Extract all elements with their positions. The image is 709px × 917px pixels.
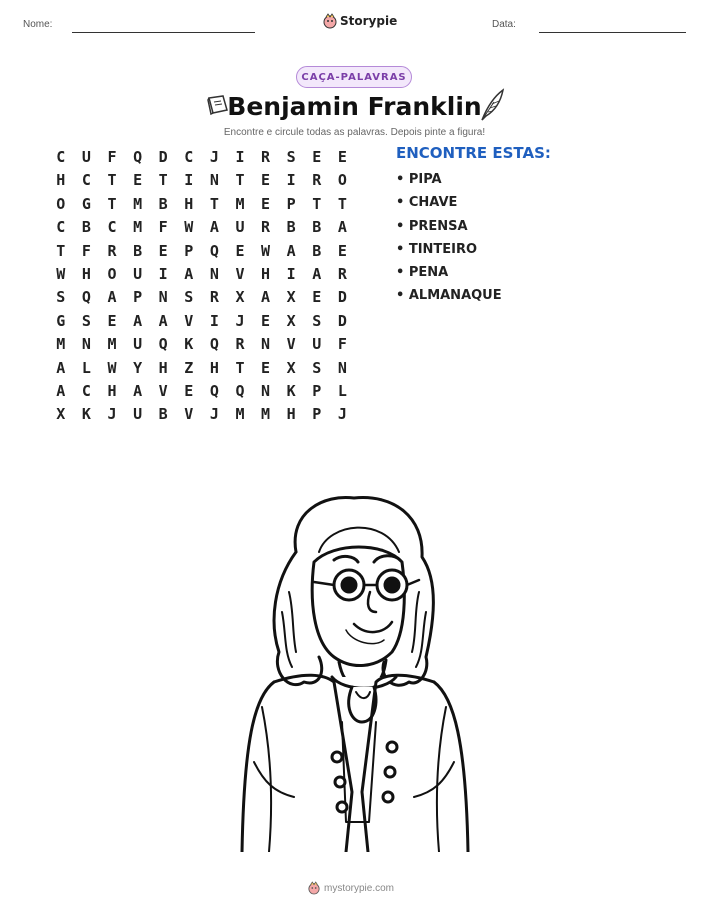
- grid-letter[interactable]: R: [337, 264, 347, 283]
- grid-letter[interactable]: Y: [133, 358, 143, 377]
- grid-letter[interactable]: E: [107, 311, 117, 330]
- grid-letter[interactable]: H: [81, 264, 91, 283]
- grid-letter[interactable]: U: [133, 335, 143, 354]
- grid-row: [48, 333, 355, 356]
- franklin-illustration[interactable]: [234, 492, 474, 852]
- grid-letter[interactable]: T: [337, 194, 347, 213]
- footer: [308, 881, 394, 895]
- grid-letter[interactable]: U: [133, 405, 143, 424]
- grid-letter[interactable]: R: [235, 335, 245, 354]
- grid-letter[interactable]: A: [261, 288, 271, 307]
- grid-letter[interactable]: A: [184, 264, 194, 283]
- grid-letter[interactable]: V: [286, 335, 296, 354]
- grid-letter[interactable]: Q: [209, 381, 219, 400]
- brand-logo: [323, 13, 397, 29]
- grid-row: [48, 286, 355, 309]
- grid-letter[interactable]: A: [56, 358, 66, 377]
- grid-letter[interactable]: S: [56, 288, 66, 307]
- grid-letter[interactable]: C: [81, 381, 91, 400]
- grid-letter[interactable]: O: [56, 194, 66, 213]
- grid-letter[interactable]: X: [235, 288, 245, 307]
- grid-letter[interactable]: R: [312, 171, 322, 190]
- grid-letter[interactable]: A: [133, 381, 143, 400]
- grid-letter[interactable]: X: [286, 311, 296, 330]
- grid-letter[interactable]: Z: [184, 358, 194, 377]
- grid-letter[interactable]: Q: [209, 335, 219, 354]
- grid-letter[interactable]: J: [337, 405, 347, 424]
- grid-letter[interactable]: I: [158, 264, 168, 283]
- grid-letter[interactable]: B: [158, 194, 168, 213]
- grid-letter[interactable]: K: [81, 405, 91, 424]
- grid-letter[interactable]: E: [312, 288, 322, 307]
- grid-letter[interactable]: E: [261, 194, 271, 213]
- grid-letter[interactable]: T: [56, 241, 66, 260]
- grid-letter[interactable]: A: [107, 288, 117, 307]
- grid-letter[interactable]: R: [261, 218, 271, 237]
- grid-letter[interactable]: I: [286, 264, 296, 283]
- grid-letter[interactable]: X: [286, 358, 296, 377]
- grid-letter[interactable]: W: [56, 264, 66, 283]
- grid-row: [48, 216, 355, 239]
- grid-letter[interactable]: E: [261, 358, 271, 377]
- date-label: Data:: [492, 19, 516, 30]
- grid-letter[interactable]: D: [158, 148, 168, 166]
- grid-letter[interactable]: U: [312, 335, 322, 354]
- grid-letter[interactable]: N: [209, 264, 219, 283]
- grid-letter[interactable]: B: [158, 405, 168, 424]
- name-field-line[interactable]: [72, 32, 255, 33]
- grid-letter[interactable]: R: [209, 288, 219, 307]
- grid-row: [48, 403, 355, 426]
- instructions: Encontre e circule todas as palavras. Depois pinte a figura!: [223, 127, 486, 138]
- grid-row: [48, 357, 355, 380]
- grid-letter[interactable]: A: [337, 218, 347, 237]
- grid-letter[interactable]: B: [312, 241, 322, 260]
- grid-letter[interactable]: V: [184, 405, 194, 424]
- grid-letter[interactable]: E: [261, 311, 271, 330]
- grid-letter[interactable]: N: [158, 288, 168, 307]
- word-item: • CHAVE: [396, 194, 502, 217]
- grid-letter[interactable]: B: [81, 218, 91, 237]
- grid-letter[interactable]: S: [81, 311, 91, 330]
- grid-row: [48, 146, 355, 169]
- word-item: • PRENSA: [396, 218, 502, 241]
- grid-letter[interactable]: M: [56, 335, 66, 354]
- grid-letter[interactable]: A: [158, 311, 168, 330]
- grid-letter[interactable]: S: [184, 288, 194, 307]
- grid-letter[interactable]: P: [184, 241, 194, 260]
- grid-letter[interactable]: L: [81, 358, 91, 377]
- word-list-title: ENCONTRE ESTAS:: [396, 144, 551, 162]
- grid-letter[interactable]: B: [286, 218, 296, 237]
- footer-url[interactable]: mystorypie.com: [324, 882, 395, 894]
- grid-letter[interactable]: H: [286, 405, 296, 424]
- storypie-mascot-icon: [323, 13, 337, 29]
- grid-letter[interactable]: Q: [81, 288, 91, 307]
- grid-letter[interactable]: N: [261, 381, 271, 400]
- grid-letter[interactable]: G: [56, 311, 66, 330]
- grid-letter[interactable]: Q: [133, 148, 143, 166]
- date-field-line[interactable]: [539, 32, 686, 33]
- grid-letter[interactable]: H: [184, 194, 194, 213]
- grid-letter[interactable]: A: [209, 218, 219, 237]
- grid-letter[interactable]: A: [312, 264, 322, 283]
- name-label: Nome:: [23, 19, 53, 30]
- grid-letter[interactable]: E: [337, 241, 347, 260]
- grid-letter[interactable]: A: [286, 241, 296, 260]
- grid-letter[interactable]: V: [184, 311, 194, 330]
- grid-row: [48, 310, 355, 333]
- grid-letter[interactable]: H: [107, 381, 117, 400]
- grid-letter[interactable]: F: [158, 218, 168, 237]
- grid-letter[interactable]: C: [184, 148, 194, 166]
- grid-letter[interactable]: C: [56, 148, 66, 166]
- grid-letter[interactable]: E: [312, 148, 322, 166]
- grid-letter[interactable]: H: [56, 171, 66, 190]
- grid-letter[interactable]: T: [235, 171, 245, 190]
- grid-letter[interactable]: H: [261, 264, 271, 283]
- grid-letter[interactable]: C: [107, 218, 117, 237]
- grid-letter[interactable]: I: [235, 148, 245, 166]
- page-title: Benjamin Franklin: [227, 92, 482, 121]
- grid-letter[interactable]: I: [209, 311, 219, 330]
- grid-letter[interactable]: F: [81, 241, 91, 260]
- grid-letter[interactable]: X: [286, 288, 296, 307]
- grid-letter[interactable]: E: [337, 148, 347, 166]
- grid-letter[interactable]: T: [107, 194, 117, 213]
- grid-letter[interactable]: K: [184, 335, 194, 354]
- quill-icon: [478, 88, 506, 122]
- grid-letter[interactable]: J: [209, 405, 219, 424]
- grid-letter[interactable]: M: [107, 335, 117, 354]
- grid-letter[interactable]: N: [81, 335, 91, 354]
- word-item: • PIPA: [396, 171, 502, 194]
- grid-letter[interactable]: D: [337, 288, 347, 307]
- word-list: [396, 171, 502, 311]
- grid-letter[interactable]: X: [56, 405, 66, 424]
- grid-letter[interactable]: M: [133, 218, 143, 237]
- grid-row: [48, 169, 355, 192]
- grid-letter[interactable]: P: [312, 405, 322, 424]
- grid-letter[interactable]: N: [261, 335, 271, 354]
- grid-letter[interactable]: J: [235, 311, 245, 330]
- activity-badge: CAÇA-PALAVRAS: [296, 66, 412, 88]
- grid-letter[interactable]: E: [184, 381, 194, 400]
- grid-letter[interactable]: T: [158, 171, 168, 190]
- grid-letter[interactable]: E: [133, 171, 143, 190]
- grid-letter[interactable]: P: [133, 288, 143, 307]
- grid-letter[interactable]: V: [158, 381, 168, 400]
- grid-letter[interactable]: E: [261, 171, 271, 190]
- grid-letter[interactable]: S: [312, 358, 322, 377]
- grid-letter[interactable]: T: [107, 171, 117, 190]
- grid-letter[interactable]: S: [286, 148, 296, 166]
- grid-letter[interactable]: A: [56, 381, 66, 400]
- grid-letter[interactable]: W: [261, 241, 271, 260]
- word-item: • TINTEIRO: [396, 241, 502, 264]
- grid-letter[interactable]: R: [107, 241, 117, 260]
- grid-letter[interactable]: E: [158, 241, 168, 260]
- grid-letter[interactable]: K: [286, 381, 296, 400]
- grid-letter[interactable]: A: [133, 311, 143, 330]
- letter-grid[interactable]: [48, 146, 355, 427]
- grid-letter[interactable]: F: [337, 335, 347, 354]
- grid-letter[interactable]: U: [235, 218, 245, 237]
- grid-letter[interactable]: W: [107, 358, 117, 377]
- grid-letter[interactable]: J: [209, 148, 219, 166]
- grid-letter[interactable]: T: [235, 358, 245, 377]
- grid-letter[interactable]: P: [312, 381, 322, 400]
- grid-letter[interactable]: L: [337, 381, 347, 400]
- grid-letter[interactable]: P: [286, 194, 296, 213]
- grid-letter[interactable]: E: [235, 241, 245, 260]
- grid-letter[interactable]: M: [261, 405, 271, 424]
- grid-letter[interactable]: T: [312, 194, 322, 213]
- grid-letter[interactable]: S: [312, 311, 322, 330]
- grid-row: [48, 263, 355, 286]
- grid-letter[interactable]: Q: [235, 381, 245, 400]
- grid-letter[interactable]: M: [235, 194, 245, 213]
- grid-letter[interactable]: I: [184, 171, 194, 190]
- grid-row: [48, 193, 355, 216]
- grid-letter[interactable]: D: [337, 311, 347, 330]
- grid-letter[interactable]: T: [209, 194, 219, 213]
- grid-row: [48, 380, 355, 403]
- grid-letter[interactable]: W: [184, 218, 194, 237]
- grid-letter[interactable]: J: [107, 405, 117, 424]
- grid-letter[interactable]: N: [209, 171, 219, 190]
- grid-letter[interactable]: V: [235, 264, 245, 283]
- grid-letter[interactable]: U: [133, 264, 143, 283]
- grid-letter[interactable]: B: [312, 218, 322, 237]
- grid-letter[interactable]: N: [337, 358, 347, 377]
- grid-letter[interactable]: R: [261, 148, 271, 166]
- grid-letter[interactable]: C: [56, 218, 66, 237]
- grid-letter[interactable]: U: [81, 148, 91, 166]
- grid-letter[interactable]: O: [107, 264, 117, 283]
- grid-letter[interactable]: O: [337, 171, 347, 190]
- grid-letter[interactable]: I: [286, 171, 296, 190]
- grid-letter[interactable]: M: [133, 194, 143, 213]
- word-item: • PENA: [396, 264, 502, 287]
- grid-row: [48, 240, 355, 263]
- grid-letter[interactable]: Q: [209, 241, 219, 260]
- grid-letter[interactable]: F: [107, 148, 117, 166]
- grid-letter[interactable]: C: [81, 171, 91, 190]
- word-item: • ALMANAQUE: [396, 287, 502, 310]
- brand-name: Storypie: [340, 14, 398, 28]
- grid-letter[interactable]: H: [209, 358, 219, 377]
- grid-letter[interactable]: B: [133, 241, 143, 260]
- grid-letter[interactable]: H: [158, 358, 168, 377]
- grid-letter[interactable]: Q: [158, 335, 168, 354]
- grid-letter[interactable]: G: [81, 194, 91, 213]
- grid-letter[interactable]: M: [235, 405, 245, 424]
- storypie-mascot-icon: [308, 881, 320, 895]
